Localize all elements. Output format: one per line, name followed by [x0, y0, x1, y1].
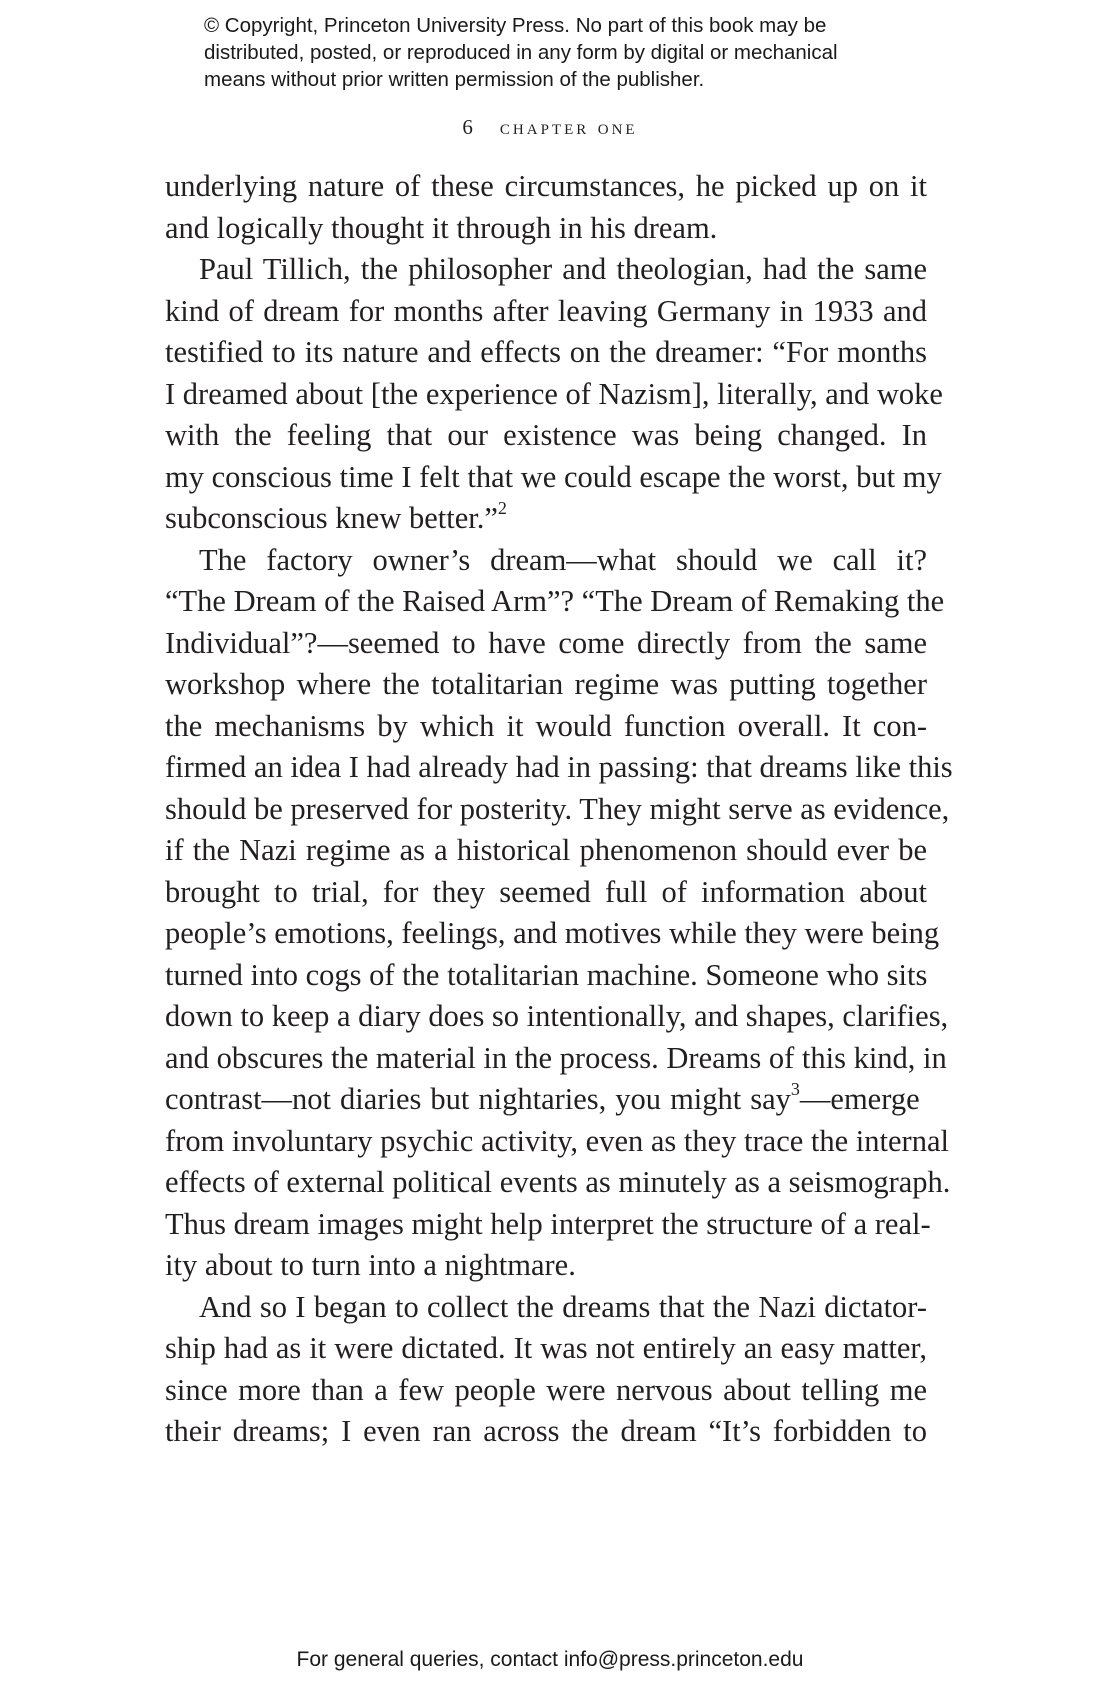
chapter-title: chapter one: [499, 114, 638, 139]
text-line: since more than a few people were nervous about telling me: [165, 1372, 927, 1407]
text-segment: —emerge: [799, 1082, 920, 1116]
text-line: and logically thought it through in his dream.: [165, 210, 718, 245]
text-line: I dreamed about [the experience of Nazism], literally, and woke: [165, 376, 943, 411]
text-line: firmed an idea I had already had in passing: that dreams like this: [165, 750, 953, 784]
text-line: underlying nature of these circumstances, he picked up on it: [165, 169, 927, 203]
footnote-ref: 2: [497, 498, 507, 518]
text-line: their dreams; I even ran across the dream “It’s forbidden to: [165, 1414, 927, 1448]
text-line: ship had as it were dictated. It was not entirely an easy matter,: [165, 1331, 927, 1365]
copyright-notice: [204, 12, 964, 93]
footer-contact: For general queries, contact info@press.princeton.edu: [296, 1648, 804, 1671]
text-line: people’s emotions, feelings, and motives while they were being: [165, 916, 940, 950]
text-line: if the Nazi regime as a historical phenomenon should ever be: [165, 833, 927, 867]
text-line: and obscures the material in the process. Dreams of this kind, in: [165, 1040, 947, 1075]
text-line: Paul Tillich, the philosopher and theologian, had the same: [199, 252, 927, 286]
text-segment: contrast—not diaries but nightaries, you might say: [165, 1082, 791, 1116]
text-line: the mechanisms by which it would function overall. It con-: [165, 708, 927, 743]
text-line: Thus dream images might help interpret the structure of a real-: [165, 1206, 931, 1241]
copyright-line: distributed, posted, or reproduced in any form by digital or mechanical: [204, 41, 838, 64]
text-line: kind of dream for months after leaving Germany in 1933 and: [165, 293, 927, 328]
footnote-ref: 3: [790, 1079, 800, 1099]
text-line: turned into cogs of the totalitarian machine. Someone who sits: [165, 957, 928, 992]
text-line: Individual”?—seemed to have come directly from the same: [165, 625, 927, 660]
text-line-with-footnote: [165, 1079, 927, 1121]
text-segment: subconscious knew better.”: [165, 501, 498, 535]
text-line: ity about to turn into a nightmare.: [165, 1248, 576, 1282]
text-line: down to keep a diary does so intentionally, and shapes, clarifies,: [165, 999, 949, 1033]
page-number: 6: [462, 115, 473, 139]
text-line: brought to trial, for they seemed full of information about: [165, 874, 927, 909]
text-line-with-footnote: [165, 498, 927, 540]
text-line: effects of external political events as minutely as a seismograph.: [165, 1165, 951, 1199]
text-line: my conscious time I felt that we could escape the worst, but my: [165, 459, 942, 494]
copyright-line: © Copyright, Princeton University Press. No part of this book may be: [204, 14, 827, 37]
running-head: [0, 114, 1100, 140]
text-line: workshop where the totalitarian regime was putting together: [165, 667, 927, 701]
text-line: “The Dream of the Raised Arm”? “The Dream of Remaking the: [165, 584, 945, 618]
text-line: The factory owner’s dream—what should we call it?: [199, 542, 927, 577]
text-line: And so I began to collect the dreams that the Nazi dictator-: [199, 1289, 927, 1324]
text-line: from involuntary psychic activity, even as they trace the internal: [165, 1123, 949, 1158]
text-line: testified to its nature and effects on the dreamer: “For months: [165, 335, 927, 369]
body-text: [165, 166, 953, 1453]
text-line: should be preserved for posterity. They might serve as evidence,: [165, 791, 950, 826]
copyright-line: means without prior written permission of the publisher.: [204, 68, 705, 91]
text-line: with the feeling that our existence was being changed. In: [165, 418, 927, 452]
